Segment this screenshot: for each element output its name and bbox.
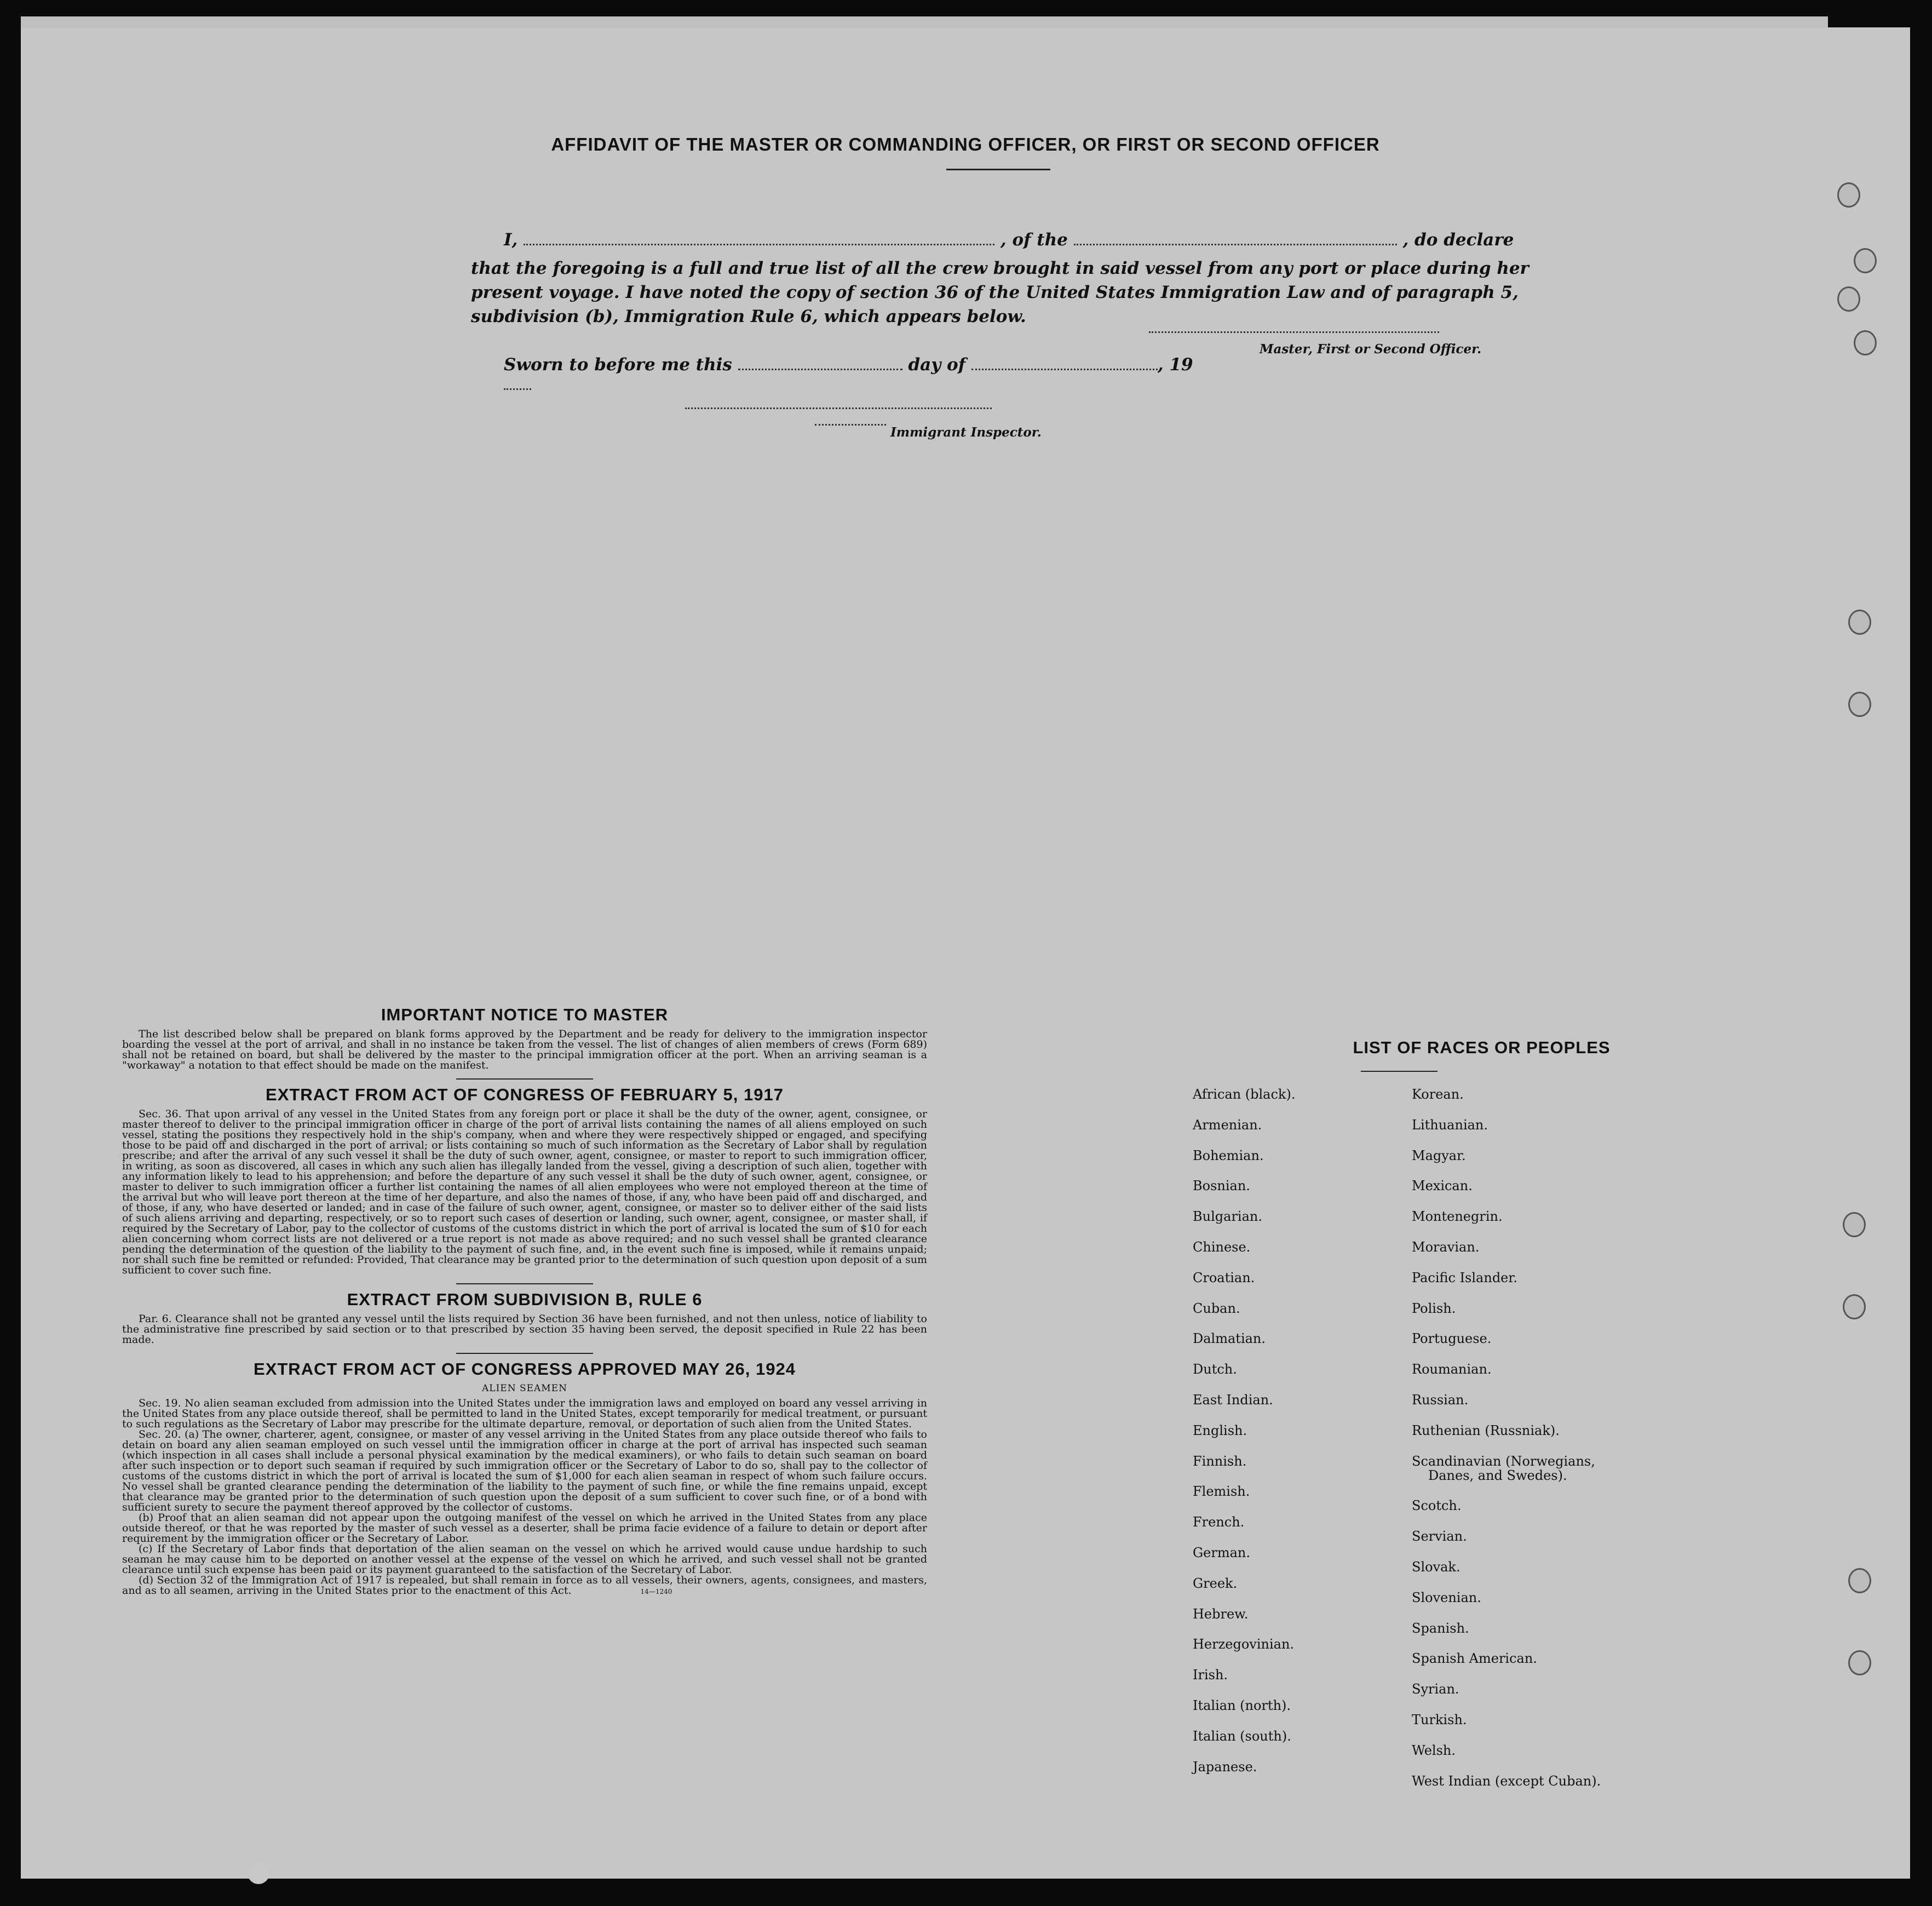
i-label: I, xyxy=(504,230,518,250)
race-item: Welsh. xyxy=(1412,1742,1456,1758)
divider xyxy=(456,1078,593,1080)
race-item: Portuguese. xyxy=(1412,1331,1492,1347)
film-mark xyxy=(248,1862,269,1884)
sworn-label: Sworn to before me this xyxy=(504,355,732,375)
race-item: Turkish. xyxy=(1412,1712,1467,1727)
race-item: Hebrew. xyxy=(1193,1606,1249,1622)
race-item: Montenegrin. xyxy=(1412,1209,1503,1225)
sworn-year-blank[interactable] xyxy=(504,388,531,390)
binding-hole xyxy=(1848,610,1871,635)
race-item: Spanish. xyxy=(1412,1620,1469,1636)
race-item: Korean. xyxy=(1412,1087,1464,1102)
race-item: Servian. xyxy=(1412,1529,1467,1545)
extract-1924-title: EXTRACT FROM ACT OF CONGRESS APPROVED MAY 26, 1924 xyxy=(254,1359,796,1379)
day-of-label: day of xyxy=(908,355,966,375)
race-item: Lithuanian. xyxy=(1412,1117,1488,1133)
document-page xyxy=(21,27,1910,1879)
race-item: Mexican. xyxy=(1412,1178,1473,1194)
sworn-line xyxy=(504,355,1216,394)
binding-hole xyxy=(1848,1568,1871,1593)
race-item: Scotch. xyxy=(1412,1498,1462,1514)
race-item: Dutch. xyxy=(1193,1362,1237,1377)
extract-1924-subtitle: ALIEN SEAMEN xyxy=(482,1383,567,1394)
extract-1917-text: Sec. 36. That upon arrival of any vessel in the United States from any foreign port or place it shall be the duty of the owner, agent, consignee, or master thereof to deliver to the principal immigration officer in charge of the port of arrival lists containing the names of all aliens employed on such vessel, stating the positions they respectively hold in the ship's company, when and where they were respectively shipped or engaged, and specifying those to be paid off and discharged in the port of arrival; or lists containing so much of such information as the Secretary of Labor shall by regulation prescribe; and after the arrival of any such vessel it shall be the duty of such owner, agent, consignee, or master to report to such immigration officer, in writing, as soon as discovered, all cases in which any such alien has illegally landed from the vessel, giving a description of such alien, together with any information likely to lead to his apprehension; and before the departure of any such vessel it shall be the duty of such owner, agent, consignee, or master to deliver to such immigration officer a further list containing the names of all alien employees who were not employed thereon at the time of the arrival but who will leave port thereon at the time of her departure, and also the names of those, if any, who have been paid off and discharged, and of those, if any, who have deserted or landed; and in case of the failure of such owner, agent, consignee, or master so to deliver either of the said lists of such aliens arriving and departing, respectively, or so to report such cases of desertion or landing, such owner, agent, consignee, or master shall, if required by the Secretary of Labor, pay to the collector of customs of the customs district in which the port of arrival is located the sum of $10 for each alien concerning whom correct lists are not delivered or a true report is not made as above required; and no such vessel shall be granted clearance pending the determination of the question of the liability to the payment of such fine, and, in the event such fine is imposed, while it remains unpaid; nor shall such fine be remitted or refunded: Provided, That clearance may be granted prior to the determination of such question upon deposit of a sum sufficient to cover such fine. xyxy=(122,1108,927,1276)
race-item: Dalmatian. xyxy=(1193,1331,1266,1347)
binding-hole xyxy=(1837,286,1860,312)
race-item: Bosnian. xyxy=(1193,1178,1250,1194)
form-number: 14—1240 xyxy=(640,1588,672,1595)
race-item: Chinese. xyxy=(1193,1239,1251,1255)
notice-title: IMPORTANT NOTICE TO MASTER xyxy=(381,1005,669,1024)
binding-hole xyxy=(1854,248,1877,273)
binding-hole xyxy=(1837,182,1860,208)
of-the-label: , of the xyxy=(1000,230,1068,250)
races-title: LIST OF RACES OR PEOPLES xyxy=(1353,1038,1611,1057)
extract-1924-para1: Sec. 19. No alien seaman excluded from admission into the United States under the immigration laws and employed on board any vessel arriving in the United States from any place outside thereof, shall be permitted to land in the United States, except temporarily for medical treatment, or pursuant to such regulations as the Secretary of Labor may prescribe for the ultimate departure, removal, or deportation of such alien from the United States. xyxy=(122,1397,927,1430)
declare-label: , do declare xyxy=(1402,230,1514,250)
sworn-day-blank[interactable] xyxy=(738,369,902,370)
extract-1917-title: EXTRACT FROM ACT OF CONGRESS OF FEBRUARY 5, 1917 xyxy=(266,1085,784,1104)
race-item: Pacific Islander. xyxy=(1412,1270,1517,1285)
binding-hole xyxy=(1843,1294,1866,1319)
extract-1924-para4: (c) If the Secretary of Labor finds that deportation of the alien seaman on the vessel on which he arrived would cause undue hardship to such seaman he may cause him to be deported on another vessel at the expense of the vessel on which he arrived, and such vessel shall not be granted clearance until such expense has been paid or its payment guaranteed to the satisfaction of the Secretary of Labor. xyxy=(122,1543,927,1576)
extract-rule6-text: Par. 6. Clearance shall not be granted any vessel until the lists required by Section 36 have been furnished, and not then unless, notice of liability to the administrative fine prescribed by said section or to that prescribed by section 35 having been served, the deposit specified in Rule 22 has been made. xyxy=(122,1313,927,1346)
race-item: Japanese. xyxy=(1193,1759,1257,1775)
race-item: Magyar. xyxy=(1412,1147,1466,1163)
race-item: Spanish American. xyxy=(1412,1651,1537,1667)
inspector-label: Immigrant Inspector. xyxy=(890,425,1042,440)
extract-1924-para5: (d) Section 32 of the Immigration Act of 1917 is repealed, but shall remain in force as to all vessels, their owners, agents, consignees, and masters, and as to all seamen, arriving in the United States prior to the enactment of this Act. 14—1240 xyxy=(122,1574,927,1597)
extract-rule6-title: EXTRACT FROM SUBDIVISION B, RULE 6 xyxy=(347,1290,703,1309)
binding-hole xyxy=(1848,692,1871,717)
race-item: Scandinavian (Norwegians, xyxy=(1412,1453,1595,1469)
notice-text: The list described below shall be prepared on blank forms approved by the Department and be ready for delivery to the immigration inspector boarding the vessel at the port of arrival, and shall in no instance be taken from the vessel. The list of changes of alien members of crews (Form 689) shall not be retained on board, but shall be delivered by the master to the principal immigration officer at the port. When an arriving seaman is a "workaway" a notation to that effect should be made on the manifest. xyxy=(122,1028,927,1071)
legal-notices xyxy=(122,1005,927,1597)
inspector-signature-blank[interactable] xyxy=(685,407,992,409)
race-item: Flemish. xyxy=(1193,1484,1250,1500)
race-item: Armenian. xyxy=(1193,1117,1262,1133)
race-item: African (black). xyxy=(1193,1087,1296,1102)
race-item: East Indian. xyxy=(1193,1392,1273,1408)
binding-hole xyxy=(1848,1650,1871,1675)
inspector-signature-blank-short[interactable] xyxy=(815,424,886,426)
race-item: Slovenian. xyxy=(1412,1589,1481,1605)
races-underline xyxy=(1361,1071,1438,1072)
race-item: Bohemian. xyxy=(1193,1147,1264,1163)
affidavit-title: AFFIDAVIT OF THE MASTER OR COMMANDING OFFICER, OR FIRST OR SECOND OFFICER xyxy=(551,134,1380,154)
race-item: Russian. xyxy=(1412,1392,1469,1408)
race-item: Danes, and Swedes). xyxy=(1428,1467,1567,1483)
race-item: Moravian. xyxy=(1412,1239,1480,1255)
sworn-month-blank[interactable] xyxy=(971,369,1158,370)
master-signature-label: Master, First or Second Officer. xyxy=(1260,342,1482,357)
race-item: German. xyxy=(1193,1545,1250,1560)
declaration-body: that the foregoing is a full and true list of all the crew brought in said vessel from any port or place during her present voyage. I have noted the copy of section 36 of the United States Immigration Law and of paragraph 5, subdivision (b), Immigration Rule 6, which appears below. xyxy=(471,259,1529,326)
name-blank[interactable] xyxy=(524,244,994,245)
race-item: Croatian. xyxy=(1193,1270,1255,1285)
title-underline xyxy=(946,169,1050,170)
race-item: Roumanian. xyxy=(1412,1362,1492,1377)
declaration-line xyxy=(504,230,1533,250)
race-item: Herzegovinian. xyxy=(1193,1637,1295,1652)
race-item: English. xyxy=(1193,1422,1247,1438)
race-item: West Indian (except Cuban). xyxy=(1412,1773,1601,1789)
master-signature-blank[interactable] xyxy=(1149,331,1439,333)
race-item: Italian (north). xyxy=(1193,1698,1291,1713)
race-item: French. xyxy=(1193,1514,1245,1530)
binding-hole xyxy=(1843,1212,1866,1237)
vessel-blank[interactable] xyxy=(1074,244,1397,245)
extract-1924-para2: Sec. 20. (a) The owner, charterer, agent, consignee, or master of any vessel arriving in the United States from any place outside thereof who fails to detain on board any alien seaman employed on such vessel until the immigration officer in charge at the port of arrival has inspected such seaman (which inspection in all cases shall include a personal physical examination by the medical examiners), or who fails to detain such seaman on board after such inspection or to deport such seaman if required by such immigration officer or the Secretary of Labor to do so, shall pay to the collector of customs of the customs district in which the port of arrival is located the sum of $1,000 for each alien seaman in respect of whom such failure occurs. No vessel shall be granted clearance pending the determination of the liability to the payment of such fine, or while the fine remains unpaid, except that clearance may be granted prior to the determination of such question upon the deposit of a sum sufficient to cover such fine, or of a bond with sufficient surety to secure the payment thereof approved by the collector of customs. xyxy=(122,1428,927,1513)
race-item: Italian (south). xyxy=(1193,1728,1291,1744)
race-item: Slovak. xyxy=(1412,1559,1461,1575)
divider xyxy=(456,1283,593,1284)
year-label: , 19 xyxy=(1157,355,1193,375)
extract-1924-para3: (b) Proof that an alien seaman did not appear upon the outgoing manifest of the vessel on which he arrived in the United States from any place outside thereof, or that he was reported by the master of such vessel as a deserter, shall be prima facie evidence of a failure to detain or deport after requirement by the immigration officer or the Secretary of Labor. xyxy=(122,1512,927,1545)
race-item: Irish. xyxy=(1193,1667,1228,1683)
race-item: Greek. xyxy=(1193,1575,1238,1591)
race-item: Finnish. xyxy=(1193,1453,1247,1469)
race-item: Bulgarian. xyxy=(1193,1209,1262,1225)
divider xyxy=(456,1353,593,1354)
race-item: Syrian. xyxy=(1412,1681,1459,1697)
binding-hole xyxy=(1854,330,1877,355)
race-item: Polish. xyxy=(1412,1300,1456,1316)
race-item: Cuban. xyxy=(1193,1300,1240,1316)
race-item: Ruthenian (Russniak). xyxy=(1412,1422,1560,1438)
